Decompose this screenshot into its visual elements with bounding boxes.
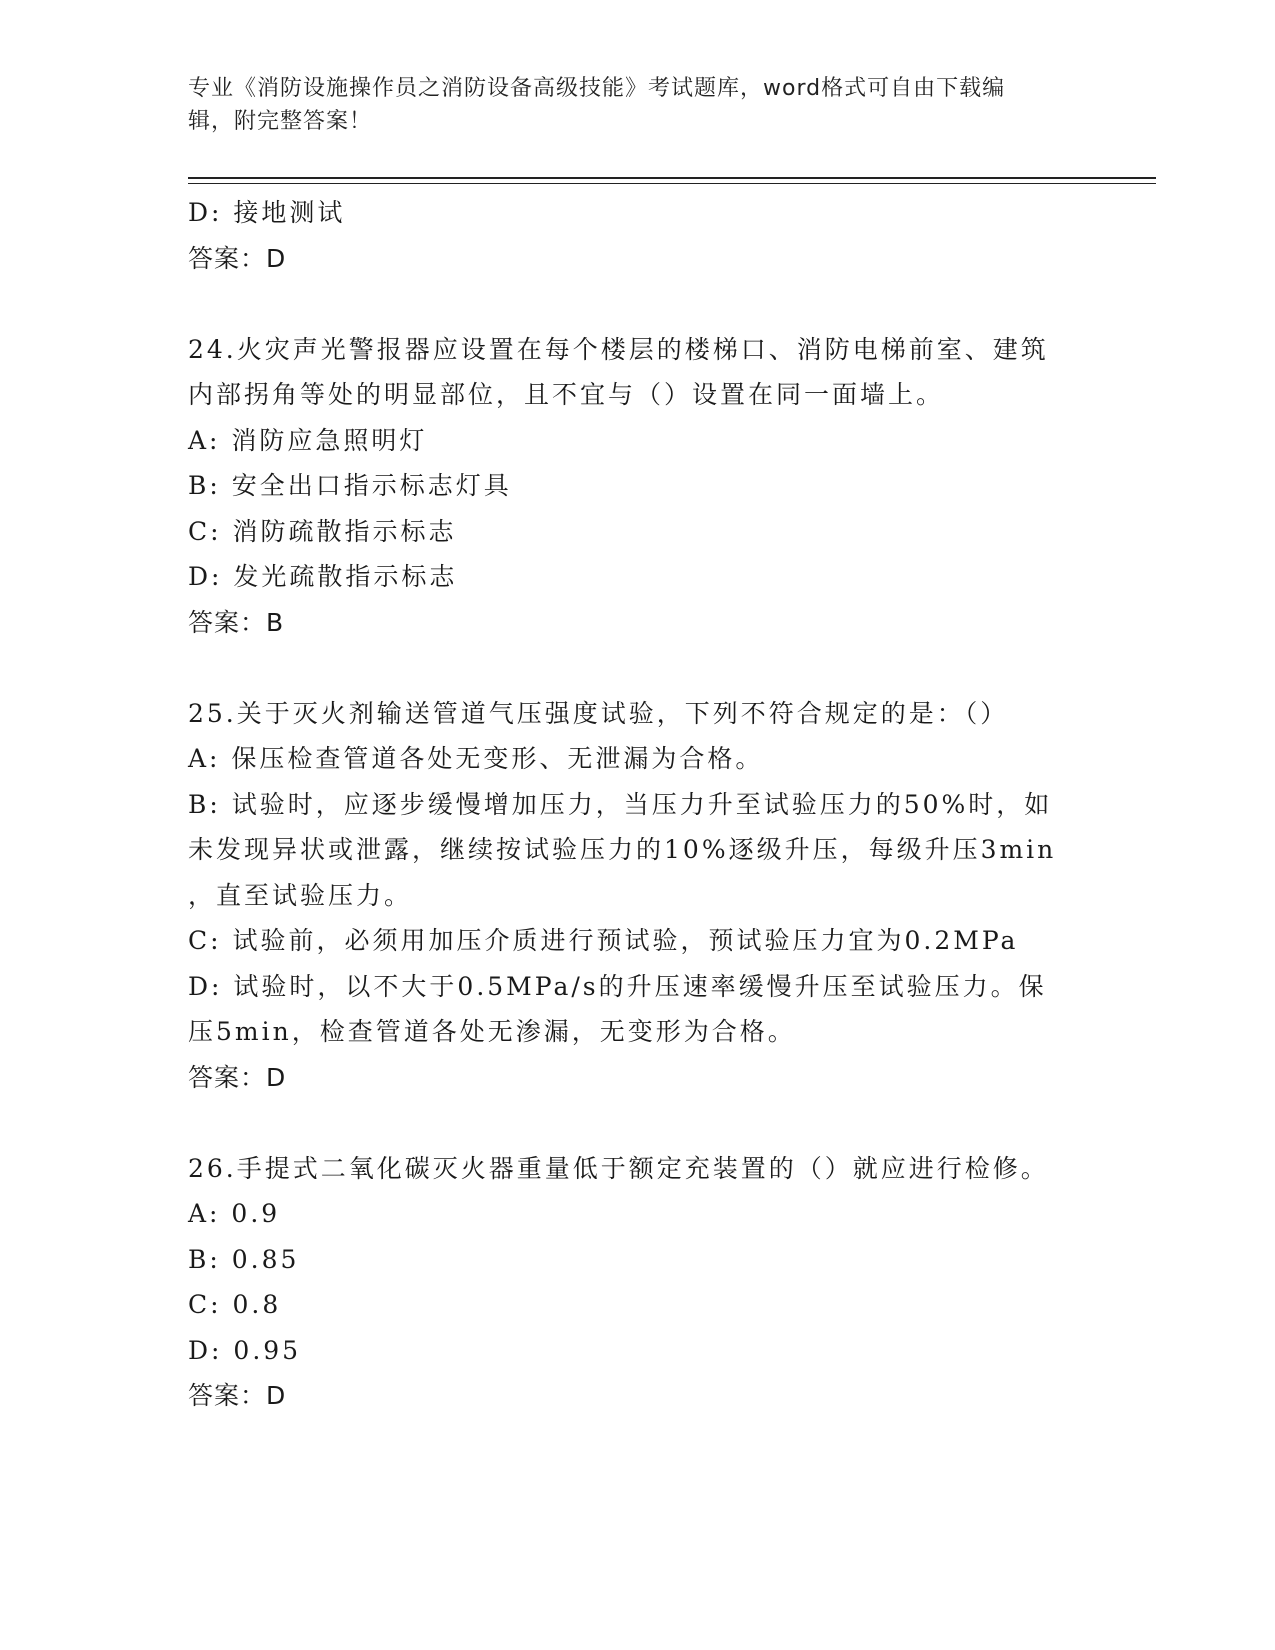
spacer	[188, 645, 1088, 691]
spacer	[188, 281, 1088, 327]
option-c: C: 0.8	[188, 1290, 282, 1319]
question-24	[188, 327, 1088, 646]
question-stem-line: 26.手提式二氧化碳灭火器重量低于额定充装置的（）就应进行检修。	[188, 1153, 1049, 1183]
question-stem-line: 24.火灾声光警报器应设置在每个楼层的楼梯口、消防电梯前室、建筑	[188, 334, 1049, 364]
option-b: B: 安全出口指示标志灯具	[188, 471, 512, 500]
header-line-1: 专业《消防设施操作员之消防设备高级技能》考试题库，word格式可自由下载编	[188, 76, 1006, 101]
option-a: A: 消防应急照明灯	[188, 425, 428, 455]
answer: 答案：B	[188, 607, 285, 637]
spacer	[188, 1100, 1088, 1146]
question-25	[188, 691, 1088, 1101]
option-line: D: 试验时，以不大于0.5MPa/s的升压速率缓慢升压至试验压力。保	[188, 971, 1047, 1001]
option-d: D: 发光疏散指示标志	[188, 562, 458, 591]
header-rule-thin	[188, 183, 1156, 184]
question-stem-line: 内部拐角等处的明显部位，且不宜与（）设置在同一面墙上。	[188, 380, 945, 409]
option-line: A: 保压检查管道各处无变形、无泄漏为合格。	[188, 744, 764, 773]
header-line-2: 辑，附完整答案！	[188, 109, 373, 134]
option-line: 压5min，检查管道各处无渗漏，无变形为合格。	[188, 1017, 796, 1046]
option-b: B: 0.85	[188, 1244, 300, 1274]
header-rule-thick	[188, 177, 1156, 179]
option-line: B: 试验时，应逐步缓慢增加压力，当压力升至试验压力的50%时，如	[188, 789, 1053, 819]
document-header	[188, 72, 1068, 138]
prev-answer: 答案：D	[188, 243, 287, 273]
question-content	[188, 190, 1088, 1419]
option-c: C: 消防疏散指示标志	[188, 516, 457, 546]
question-26	[188, 1146, 1088, 1419]
answer: 答案：D	[188, 1381, 287, 1410]
option-line: ，直至试验压力。	[188, 880, 413, 910]
option-line: C: 试验前，必须用加压介质进行预试验，预试验压力宜为0.2MPa	[188, 926, 1019, 955]
question-stem-line: 25.关于灭火剂输送管道气压强度试验，下列不符合规定的是：（）	[188, 698, 1009, 728]
option-line: 未发现异状或泄露，继续按试验压力的10%逐级升压，每级升压3min	[188, 835, 1057, 864]
prev-option-d: D: 接地测试	[188, 198, 346, 227]
option-a: A: 0.9	[188, 1199, 281, 1228]
option-d: D: 0.95	[188, 1335, 302, 1365]
answer: 答案：D	[188, 1062, 287, 1092]
